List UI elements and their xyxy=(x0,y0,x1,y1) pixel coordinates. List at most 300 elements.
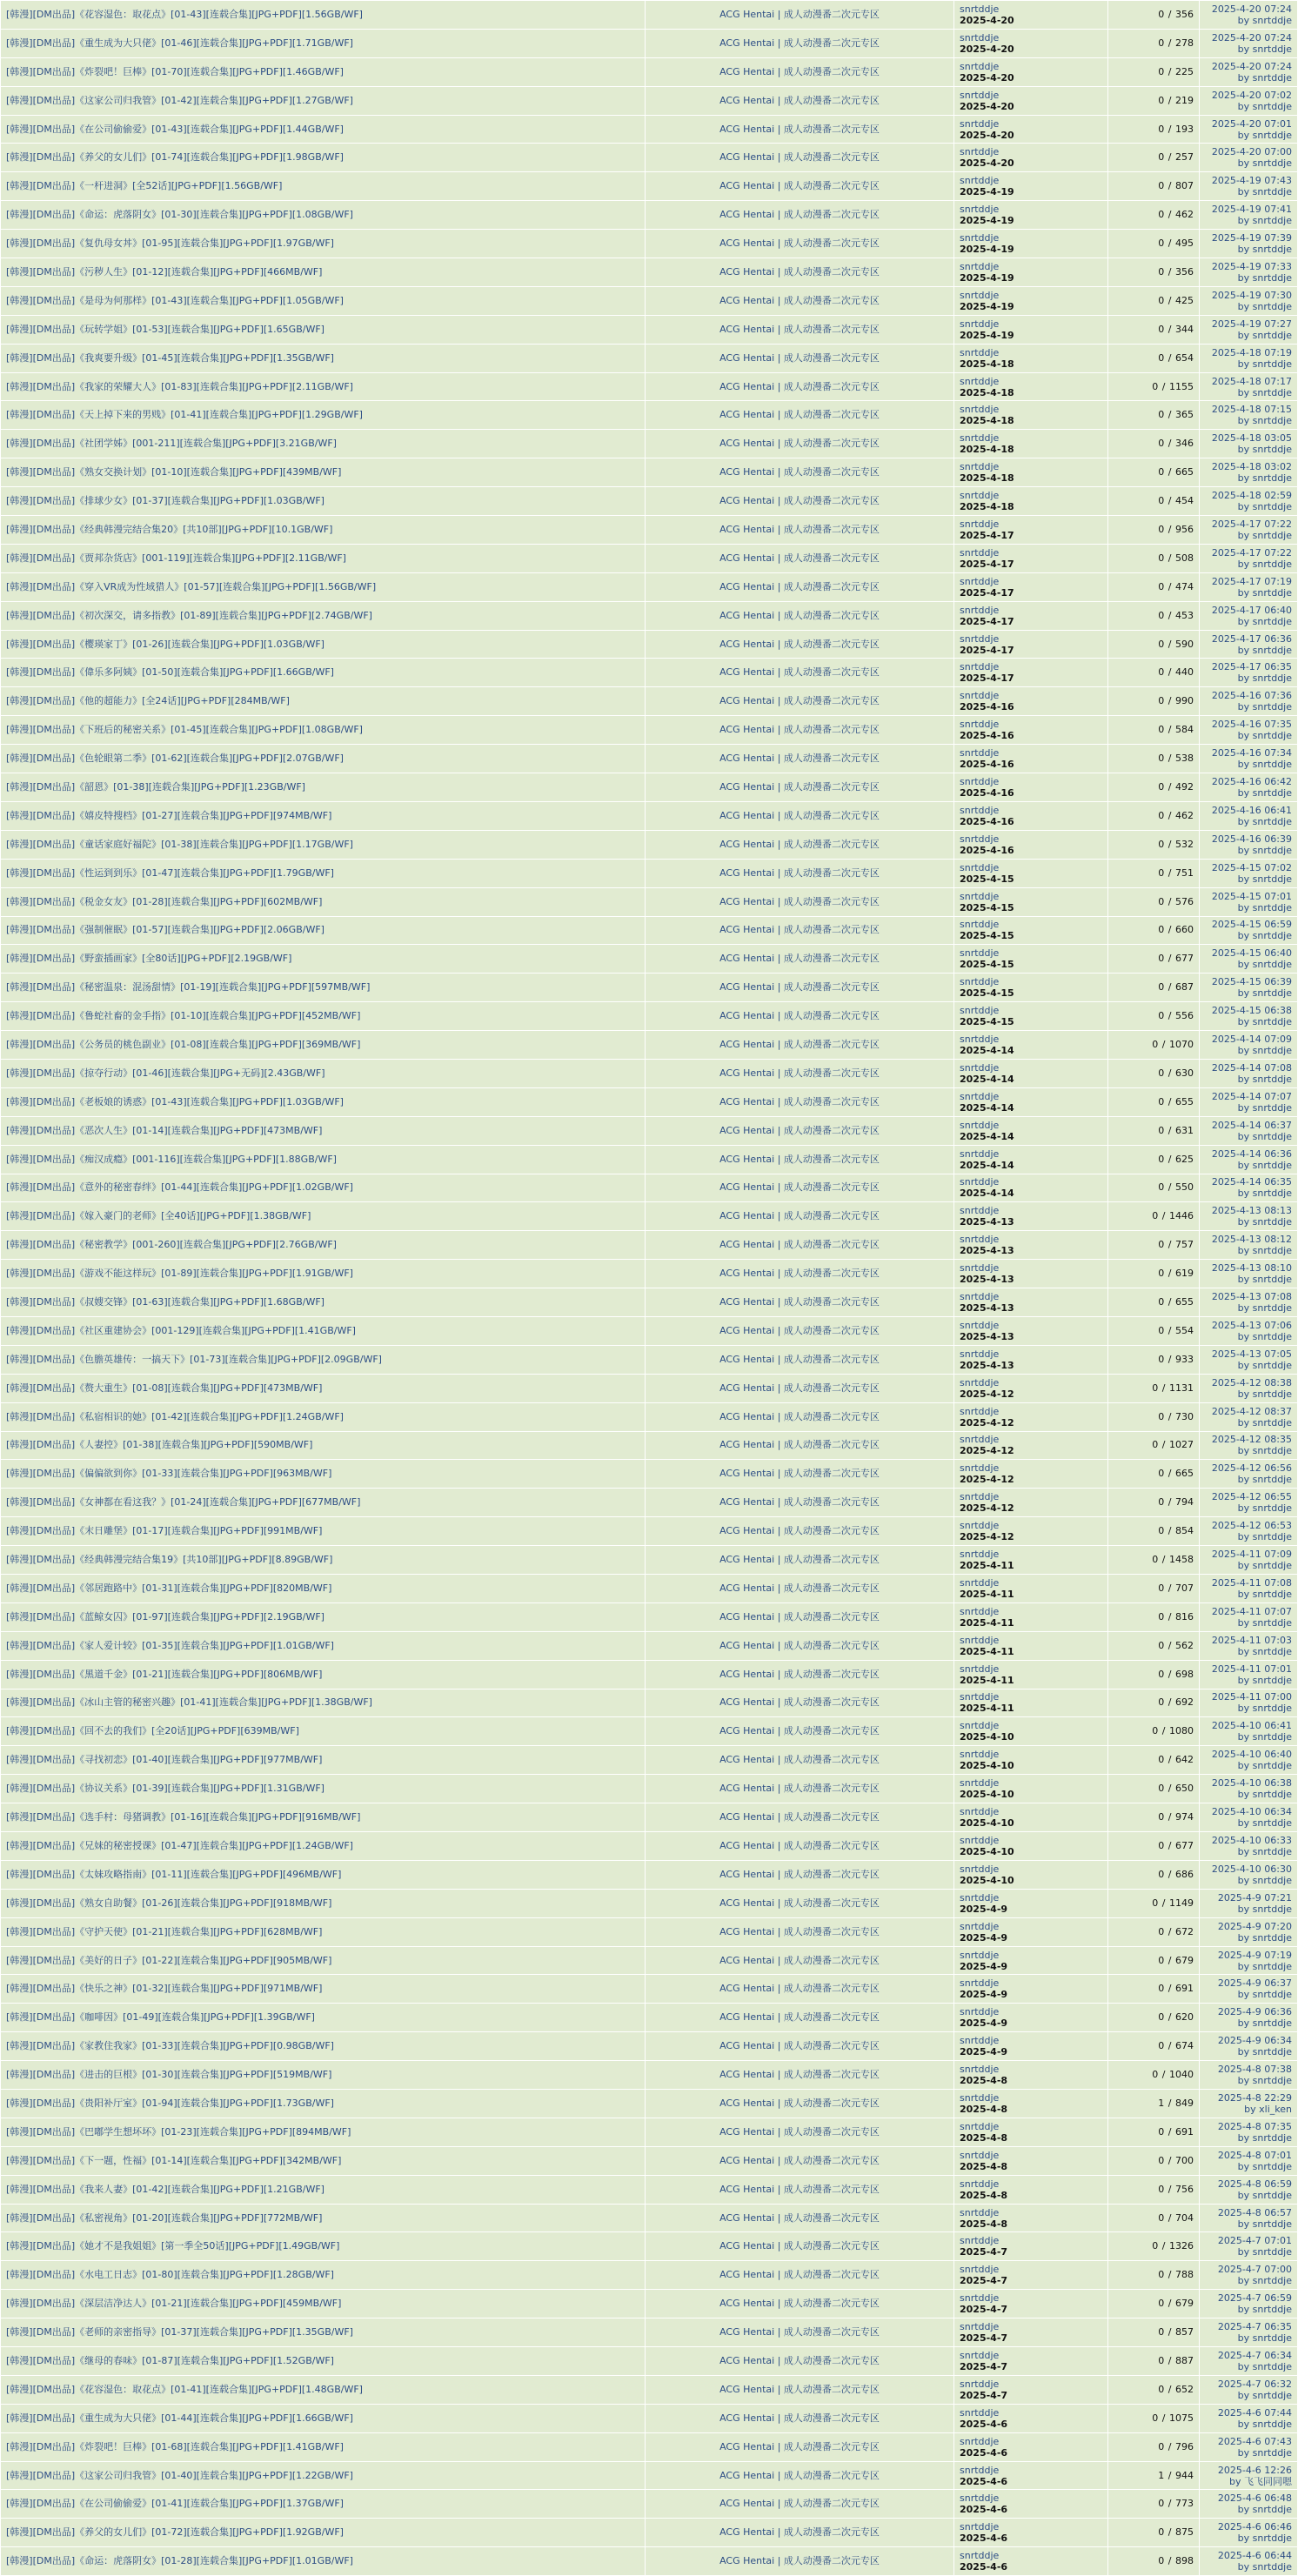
thread-author-link[interactable]: snrtddje xyxy=(960,775,1000,787)
thread-lastpost-time-link[interactable]: 2025-4-10 06:30 xyxy=(1211,1863,1292,1875)
thread-title-link[interactable]: [韩漫][DM出品]《下班后的秘密关系》[01-45][连载合集][JPG+PDF][1.08GB/WF] xyxy=(6,724,363,736)
thread-lastpost-user-link[interactable]: snrtddje xyxy=(1252,2131,1292,2144)
thread-title-link[interactable]: [韩漫][DM出品]《人妻控》[01-38][连载合集][JPG+PDF][590MB/WF] xyxy=(6,1439,313,1451)
thread-forum-link[interactable]: ACG Hentai | 成人动漫番二次元专区 xyxy=(719,1582,880,1594)
thread-lastpost-time-link[interactable]: 2025-4-8 07:01 xyxy=(1217,2149,1292,2161)
thread-title-link[interactable]: [韩漫][DM出品]《玩转学姐》[01-53][连载合集][JPG+PDF][1.65GB/WF] xyxy=(6,323,324,335)
thread-forum-link[interactable]: ACG Hentai | 成人动漫番二次元专区 xyxy=(719,523,880,535)
thread-forum-link[interactable]: ACG Hentai | 成人动漫番二次元专区 xyxy=(719,1095,880,1107)
thread-author-link[interactable]: snrtddje xyxy=(960,1777,1000,1790)
thread-forum-link[interactable]: ACG Hentai | 成人动漫番二次元专区 xyxy=(719,2469,880,2481)
thread-title-link[interactable]: [韩漫][DM出品]《继母的春味》[01-87][连载合集][JPG+PDF][1.52GB/WF] xyxy=(6,2354,334,2366)
thread-title-link[interactable]: [韩漫][DM出品]《色轮眼第二季》[01-62][连载合集][JPG+PDF][2.07GB/WF] xyxy=(6,753,344,765)
thread-author-link[interactable]: snrtddje xyxy=(960,2378,1000,2390)
thread-title-link[interactable]: [韩漫][DM出品]《恶次人生》[01-14][连载合集][JPG+PDF][473MB/WF] xyxy=(6,1124,323,1136)
thread-lastpost-user-link[interactable]: snrtddje xyxy=(1252,300,1292,312)
thread-forum-link[interactable]: ACG Hentai | 成人动漫番二次元专区 xyxy=(719,8,880,20)
thread-author-link[interactable]: snrtddje xyxy=(960,2235,1000,2247)
thread-lastpost-time-link[interactable]: 2025-4-14 07:07 xyxy=(1211,1090,1292,1102)
thread-author-link[interactable]: snrtddje xyxy=(960,1234,1000,1246)
thread-lastpost-user-link[interactable]: snrtddje xyxy=(1252,1731,1292,1743)
thread-author-link[interactable]: snrtddje xyxy=(960,1434,1000,1446)
thread-title-link[interactable]: [韩漫][DM出品]《下一题，性福》[01-14][连载合集][JPG+PDF][342MB/WF] xyxy=(6,2154,342,2166)
thread-title-link[interactable]: [韩漫][DM出品]《花容湿色：取花点》[01-41][连载合集][JPG+PDF][1.48GB/WF] xyxy=(6,2383,363,2395)
thread-author-link[interactable]: snrtddje xyxy=(960,1834,1000,1846)
thread-lastpost-user-link[interactable]: snrtddje xyxy=(1252,1817,1292,1830)
thread-title-link[interactable]: [韩漫][DM出品]《花容湿色：取花点》[01-43][连载合集][JPG+PDF][1.56GB/WF] xyxy=(6,8,363,20)
thread-lastpost-time-link[interactable]: 2025-4-18 02:59 xyxy=(1211,490,1292,502)
thread-lastpost-time-link[interactable]: 2025-4-11 07:08 xyxy=(1211,1576,1292,1589)
thread-lastpost-user-link[interactable]: 飞飞同同嗯 xyxy=(1244,2475,1292,2487)
thread-author-link[interactable]: snrtddje xyxy=(960,175,1000,187)
thread-lastpost-user-link[interactable]: snrtddje xyxy=(1252,43,1292,55)
thread-forum-link[interactable]: ACG Hentai | 成人动漫番二次元专区 xyxy=(719,1554,880,1566)
thread-lastpost-time-link[interactable]: 2025-4-15 06:40 xyxy=(1211,947,1292,960)
thread-forum-link[interactable]: ACG Hentai | 成人动漫番二次元专区 xyxy=(719,1954,880,1966)
thread-title-link[interactable]: [韩漫][DM出品]《公务员的桃色副业》[01-08][连载合集][JPG+PDF][369MB/WF] xyxy=(6,1039,361,1050)
thread-forum-link[interactable]: ACG Hentai | 成人动漫番二次元专区 xyxy=(719,2498,880,2510)
thread-forum-link[interactable]: ACG Hentai | 成人动漫番二次元专区 xyxy=(719,1468,880,1480)
thread-lastpost-user-link[interactable]: snrtddje xyxy=(1252,2332,1292,2345)
thread-title-link[interactable]: [韩漫][DM出品]《重生成为大只佬》[01-46][连载合集][JPG+PDF][1.71GB/WF] xyxy=(6,37,353,49)
thread-author-link[interactable]: snrtddje xyxy=(960,976,1000,988)
thread-lastpost-user-link[interactable]: snrtddje xyxy=(1252,930,1292,942)
thread-lastpost-time-link[interactable]: 2025-4-8 06:57 xyxy=(1217,2206,1292,2218)
thread-author-link[interactable]: snrtddje xyxy=(960,232,1000,244)
thread-author-link[interactable]: snrtddje xyxy=(960,632,1000,645)
thread-lastpost-user-link[interactable]: snrtddje xyxy=(1252,2533,1292,2545)
thread-forum-link[interactable]: ACG Hentai | 成人动漫番二次元专区 xyxy=(719,2211,880,2224)
thread-forum-link[interactable]: ACG Hentai | 成人动漫番二次元专区 xyxy=(719,1353,880,1365)
thread-title-link[interactable]: [韩漫][DM出品]《秘密温泉：混汤甜情》[01-19][连载合集][JPG+PDF][597MB/WF] xyxy=(6,981,371,994)
thread-title-link[interactable]: [韩漫][DM出品]《我家的荣耀大人》[01-83][连载合集][JPG+PDF][2.11GB/WF] xyxy=(6,380,353,392)
thread-lastpost-time-link[interactable]: 2025-4-15 06:38 xyxy=(1211,1005,1292,1017)
thread-forum-link[interactable]: ACG Hentai | 成人动漫番二次元专区 xyxy=(719,495,880,507)
thread-forum-link[interactable]: ACG Hentai | 成人动漫番二次元专区 xyxy=(719,2383,880,2395)
thread-title-link[interactable]: [韩漫][DM出品]《鲁蛇社畜的金手指》[01-10][连载合集][JPG+PDF][452MB/WF] xyxy=(6,1010,361,1022)
thread-lastpost-time-link[interactable]: 2025-4-7 06:34 xyxy=(1217,2349,1292,2361)
thread-lastpost-time-link[interactable]: 2025-4-20 07:01 xyxy=(1211,117,1292,130)
thread-author-link[interactable]: snrtddje xyxy=(960,1405,1000,1417)
thread-title-link[interactable]: [韩漫][DM出品]《命运：虎落阴女》[01-30][连载合集][JPG+PDF][1.08GB/WF] xyxy=(6,209,353,221)
thread-title-link[interactable]: [韩漫][DM出品]《家人爱计较》[01-35][连载合集][JPG+PDF][1.01GB/WF] xyxy=(6,1639,334,1651)
thread-forum-link[interactable]: ACG Hentai | 成人动漫番二次元专区 xyxy=(719,1210,880,1222)
thread-lastpost-time-link[interactable]: 2025-4-19 07:41 xyxy=(1211,204,1292,216)
thread-lastpost-user-link[interactable]: snrtddje xyxy=(1252,1245,1292,1257)
thread-author-link[interactable]: snrtddje xyxy=(960,2321,1000,2333)
thread-lastpost-user-link[interactable]: snrtddje xyxy=(1252,244,1292,256)
thread-title-link[interactable]: [韩漫][DM出品]《税金女友》[01-28][连载合集][JPG+PDF][602MB/WF] xyxy=(6,895,323,907)
thread-author-link[interactable]: snrtddje xyxy=(960,1920,1000,1932)
thread-lastpost-user-link[interactable]: snrtddje xyxy=(1252,358,1292,370)
thread-lastpost-time-link[interactable]: 2025-4-6 06:46 xyxy=(1217,2521,1292,2533)
thread-forum-link[interactable]: ACG Hentai | 成人动漫番二次元专区 xyxy=(719,2125,880,2138)
thread-forum-link[interactable]: ACG Hentai | 成人动漫番二次元专区 xyxy=(719,1925,880,1937)
thread-lastpost-user-link[interactable]: snrtddje xyxy=(1252,1931,1292,1944)
thread-lastpost-time-link[interactable]: 2025-4-16 07:36 xyxy=(1211,690,1292,702)
thread-title-link[interactable]: [韩漫][DM出品]《在公司偷偷爱》[01-43][连载合集][JPG+PDF][1.44GB/WF] xyxy=(6,123,344,135)
thread-forum-link[interactable]: ACG Hentai | 成人动漫番二次元专区 xyxy=(719,1410,880,1422)
thread-author-link[interactable]: snrtddje xyxy=(960,1949,1000,1961)
thread-lastpost-user-link[interactable]: snrtddje xyxy=(1252,2418,1292,2430)
thread-title-link[interactable]: [韩漫][DM出品]《强制催眠》[01-57][连载合集][JPG+PDF][2.06GB/WF] xyxy=(6,924,324,936)
thread-title-link[interactable]: [韩漫][DM出品]《社团学姊》[001-211][连载合集][JPG+PDF][3.21GB/WF] xyxy=(6,438,337,450)
thread-author-link[interactable]: snrtddje xyxy=(960,833,1000,845)
thread-lastpost-time-link[interactable]: 2025-4-15 06:39 xyxy=(1211,976,1292,988)
thread-lastpost-user-link[interactable]: snrtddje xyxy=(1252,501,1292,513)
thread-author-link[interactable]: snrtddje xyxy=(960,2149,1000,2161)
thread-lastpost-time-link[interactable]: 2025-4-20 07:02 xyxy=(1211,89,1292,101)
thread-author-link[interactable]: snrtddje xyxy=(960,1863,1000,1875)
thread-author-link[interactable]: snrtddje xyxy=(960,146,1000,158)
thread-lastpost-user-link[interactable]: snrtddje xyxy=(1252,2275,1292,2287)
thread-lastpost-user-link[interactable]: snrtddje xyxy=(1252,701,1292,713)
thread-author-link[interactable]: snrtddje xyxy=(960,919,1000,931)
thread-forum-link[interactable]: ACG Hentai | 成人动漫番二次元专区 xyxy=(719,2555,880,2567)
thread-lastpost-time-link[interactable]: 2025-4-20 07:24 xyxy=(1211,31,1292,43)
thread-title-link[interactable]: [韩漫][DM出品]《蓝鲸女囚》[01-97][连载合集][JPG+PDF][2.19GB/WF] xyxy=(6,1610,324,1623)
thread-lastpost-time-link[interactable]: 2025-4-9 06:36 xyxy=(1217,2006,1292,2018)
thread-lastpost-user-link[interactable]: snrtddje xyxy=(1252,1474,1292,1486)
thread-lastpost-user-link[interactable]: snrtddje xyxy=(1252,1502,1292,1515)
thread-forum-link[interactable]: ACG Hentai | 成人动漫番二次元专区 xyxy=(719,1010,880,1022)
thread-forum-link[interactable]: ACG Hentai | 成人动漫番二次元专区 xyxy=(719,2440,880,2452)
thread-title-link[interactable]: [韩漫][DM出品]《女神都在看这我？》[01-24][连载合集][JPG+PDF][677MB/WF] xyxy=(6,1496,361,1509)
thread-lastpost-time-link[interactable]: 2025-4-15 07:01 xyxy=(1211,890,1292,902)
thread-lastpost-time-link[interactable]: 2025-4-8 06:59 xyxy=(1217,2178,1292,2190)
thread-author-link[interactable]: snrtddje xyxy=(960,1749,1000,1761)
thread-lastpost-time-link[interactable]: 2025-4-17 06:35 xyxy=(1211,661,1292,673)
thread-lastpost-user-link[interactable]: snrtddje xyxy=(1252,2189,1292,2201)
thread-lastpost-time-link[interactable]: 2025-4-20 07:24 xyxy=(1211,60,1292,72)
thread-title-link[interactable]: [韩漫][DM出品]《炸裂吧！巨棒》[01-68][连载合集][JPG+PDF][1.41GB/WF] xyxy=(6,2440,344,2452)
thread-title-link[interactable]: [韩漫][DM出品]《社区重建协会》[001-129][连载合集][JPG+PDF][1.41GB/WF] xyxy=(6,1324,356,1336)
thread-title-link[interactable]: [韩漫][DM出品]《美好的日子》[01-22][连载合集][JPG+PDF][905MB/WF] xyxy=(6,1954,332,1966)
thread-author-link[interactable]: snrtddje xyxy=(960,117,1000,130)
thread-author-link[interactable]: snrtddje xyxy=(960,1348,1000,1360)
thread-forum-link[interactable]: ACG Hentai | 成人动漫番二次元专区 xyxy=(719,2097,880,2109)
thread-forum-link[interactable]: ACG Hentai | 成人动漫番二次元专区 xyxy=(719,666,880,679)
thread-forum-link[interactable]: ACG Hentai | 成人动漫番二次元专区 xyxy=(719,94,880,106)
thread-forum-link[interactable]: ACG Hentai | 成人动漫番二次元专区 xyxy=(719,209,880,221)
thread-forum-link[interactable]: ACG Hentai | 成人动漫番二次元专区 xyxy=(719,981,880,994)
thread-author-link[interactable]: snrtddje xyxy=(960,2064,1000,2076)
thread-title-link[interactable]: [韩漫][DM出品]《私密视角》[01-20][连载合集][JPG+PDF][772MB/WF] xyxy=(6,2211,323,2224)
thread-title-link[interactable]: [韩漫][DM出品]《野蛮插画家》[全80话][JPG+PDF][2.19GB/WF] xyxy=(6,953,292,965)
thread-title-link[interactable]: [韩漫][DM出品]《黑道千金》[01-21][连载合集][JPG+PDF][806MB/WF] xyxy=(6,1668,323,1680)
thread-forum-link[interactable]: ACG Hentai | 成人动漫番二次元专区 xyxy=(719,924,880,936)
thread-lastpost-user-link[interactable]: snrtddje xyxy=(1252,1616,1292,1629)
thread-lastpost-user-link[interactable]: snrtddje xyxy=(1252,1903,1292,1915)
thread-lastpost-time-link[interactable]: 2025-4-16 06:39 xyxy=(1211,833,1292,845)
thread-title-link[interactable]: [韩漫][DM出品]《熟女交换计划》[01-10][连载合集][JPG+PDF][439MB/WF] xyxy=(6,466,342,478)
thread-title-link[interactable]: [韩漫][DM出品]《童话家庭好福陀》[01-38][连载合集][JPG+PDF][1.17GB/WF] xyxy=(6,838,353,850)
thread-author-link[interactable]: snrtddje xyxy=(960,604,1000,616)
thread-title-link[interactable]: [韩漫][DM出品]《赘大重生》[01-08][连载合集][JPG+PDF][473MB/WF] xyxy=(6,1382,323,1394)
thread-lastpost-user-link[interactable]: snrtddje xyxy=(1252,1703,1292,1715)
thread-lastpost-time-link[interactable]: 2025-4-10 06:38 xyxy=(1211,1777,1292,1790)
thread-title-link[interactable]: [韩漫][DM出品]《巴嘟学生想坏坏》[01-23][连载合集][JPG+PDF][894MB/WF] xyxy=(6,2125,351,2138)
thread-forum-link[interactable]: ACG Hentai | 成人动漫番二次元专区 xyxy=(719,2326,880,2338)
thread-lastpost-time-link[interactable]: 2025-4-14 06:35 xyxy=(1211,1176,1292,1188)
thread-lastpost-time-link[interactable]: 2025-4-18 07:17 xyxy=(1211,375,1292,387)
thread-title-link[interactable]: [韩漫][DM出品]《这家公司归我管》[01-40][连载合集][JPG+PDF][1.22GB/WF] xyxy=(6,2469,353,2481)
thread-lastpost-user-link[interactable]: snrtddje xyxy=(1252,1416,1292,1429)
thread-title-link[interactable]: [韩漫][DM出品]《樱瑛家丁》[01-26][连载合集][JPG+PDF][1.03GB/WF] xyxy=(6,638,324,650)
thread-author-link[interactable]: snrtddje xyxy=(960,890,1000,902)
thread-lastpost-user-link[interactable]: snrtddje xyxy=(1252,873,1292,885)
thread-author-link[interactable]: snrtddje xyxy=(960,1376,1000,1388)
thread-forum-link[interactable]: ACG Hentai | 成人动漫番二次元专区 xyxy=(719,1496,880,1509)
thread-title-link[interactable]: [韩漫][DM出品]《这家公司归我管》[01-42][连载合集][JPG+PDF][1.27GB/WF] xyxy=(6,94,353,106)
thread-lastpost-user-link[interactable]: snrtddje xyxy=(1252,129,1292,141)
thread-forum-link[interactable]: ACG Hentai | 成人动漫番二次元专区 xyxy=(719,37,880,49)
thread-author-link[interactable]: snrtddje xyxy=(960,1576,1000,1589)
thread-author-link[interactable]: snrtddje xyxy=(960,575,1000,587)
thread-lastpost-time-link[interactable]: 2025-4-7 06:35 xyxy=(1217,2321,1292,2333)
thread-lastpost-user-link[interactable]: snrtddje xyxy=(1252,1188,1292,1200)
thread-lastpost-time-link[interactable]: 2025-4-17 07:19 xyxy=(1211,575,1292,587)
thread-forum-link[interactable]: ACG Hentai | 成人动漫番二次元专区 xyxy=(719,323,880,335)
thread-forum-link[interactable]: ACG Hentai | 成人动漫番二次元专区 xyxy=(719,466,880,478)
thread-lastpost-user-link[interactable]: snrtddje xyxy=(1252,215,1292,227)
thread-author-link[interactable]: snrtddje xyxy=(960,1806,1000,1818)
thread-forum-link[interactable]: ACG Hentai | 成人动漫番二次元专区 xyxy=(719,2040,880,2052)
thread-forum-link[interactable]: ACG Hentai | 成人动漫番二次元专区 xyxy=(719,552,880,564)
thread-forum-link[interactable]: ACG Hentai | 成人动漫番二次元专区 xyxy=(719,1296,880,1308)
thread-lastpost-time-link[interactable]: 2025-4-19 07:30 xyxy=(1211,289,1292,301)
thread-author-link[interactable]: snrtddje xyxy=(960,3,1000,15)
thread-lastpost-user-link[interactable]: snrtddje xyxy=(1252,386,1292,398)
thread-lastpost-user-link[interactable]: snrtddje xyxy=(1252,1645,1292,1657)
thread-forum-link[interactable]: ACG Hentai | 成人动漫番二次元专区 xyxy=(719,1439,880,1451)
thread-title-link[interactable]: [韩漫][DM出品]《回不去的我们》[全20话][JPG+PDF][639MB/WF] xyxy=(6,1725,299,1737)
thread-title-link[interactable]: [韩漫][DM出品]《咖啡因》[01-49][连载合集][JPG+PDF][1.39GB/WF] xyxy=(6,2011,315,2024)
thread-author-link[interactable]: snrtddje xyxy=(960,861,1000,873)
thread-lastpost-time-link[interactable]: 2025-4-9 07:19 xyxy=(1217,1949,1292,1961)
thread-title-link[interactable]: [韩漫][DM出品]《游戏不能这样玩》[01-89][连载合集][JPG+PDF][1.91GB/WF] xyxy=(6,1268,353,1280)
thread-title-link[interactable]: [韩漫][DM出品]《在公司偷偷爱》[01-41][连载合集][JPG+PDF][1.37GB/WF] xyxy=(6,2498,344,2510)
thread-lastpost-time-link[interactable]: 2025-4-19 07:33 xyxy=(1211,260,1292,272)
thread-lastpost-user-link[interactable]: snrtddje xyxy=(1252,1845,1292,1857)
thread-lastpost-user-link[interactable]: snrtddje xyxy=(1252,615,1292,627)
thread-lastpost-time-link[interactable]: 2025-4-11 07:01 xyxy=(1211,1663,1292,1675)
thread-lastpost-time-link[interactable]: 2025-4-18 03:05 xyxy=(1211,432,1292,445)
thread-lastpost-time-link[interactable]: 2025-4-20 07:00 xyxy=(1211,146,1292,158)
thread-lastpost-user-link[interactable]: snrtddje xyxy=(1252,157,1292,170)
thread-lastpost-user-link[interactable]: snrtddje xyxy=(1252,2218,1292,2230)
thread-forum-link[interactable]: ACG Hentai | 成人动漫番二次元专区 xyxy=(719,2412,880,2424)
thread-lastpost-time-link[interactable]: 2025-4-15 06:59 xyxy=(1211,919,1292,931)
thread-lastpost-user-link[interactable]: snrtddje xyxy=(1252,2561,1292,2573)
thread-author-link[interactable]: snrtddje xyxy=(960,2091,1000,2104)
thread-lastpost-time-link[interactable]: 2025-4-18 07:15 xyxy=(1211,404,1292,416)
thread-title-link[interactable]: [韩漫][DM出品]《我爽要升级》[01-45][连载合集][JPG+PDF][1.35GB/WF] xyxy=(6,351,334,364)
thread-lastpost-time-link[interactable]: 2025-4-19 07:27 xyxy=(1211,318,1292,330)
thread-forum-link[interactable]: ACG Hentai | 成人动漫番二次元专区 xyxy=(719,1783,880,1795)
thread-title-link[interactable]: [韩漫][DM出品]《一杆进洞》[全52话][JPG+PDF][1.56GB/WF] xyxy=(6,180,283,192)
thread-lastpost-time-link[interactable]: 2025-4-13 08:12 xyxy=(1211,1234,1292,1246)
thread-lastpost-time-link[interactable]: 2025-4-7 06:32 xyxy=(1217,2378,1292,2390)
thread-author-link[interactable]: snrtddje xyxy=(960,1176,1000,1188)
thread-lastpost-time-link[interactable]: 2025-4-6 06:44 xyxy=(1217,2550,1292,2562)
thread-author-link[interactable]: snrtddje xyxy=(960,404,1000,416)
thread-title-link[interactable]: [韩漫][DM出品]《意外的秘密春绊》[01-44][连载合集][JPG+PDF][1.02GB/WF] xyxy=(6,1181,353,1194)
thread-author-link[interactable]: snrtddje xyxy=(960,260,1000,272)
thread-title-link[interactable]: [韩漫][DM出品]《痴汉成瘾》[001-116][连载合集][JPG+PDF][1.88GB/WF] xyxy=(6,1153,337,1165)
thread-title-link[interactable]: [韩漫][DM出品]《经典韩漫完结合集20》[共10部][JPG+PDF][10.1GB/WF] xyxy=(6,523,333,535)
thread-title-link[interactable]: [韩漫][DM出品]《偏偏欲到你》[01-33][连载合集][JPG+PDF][963MB/WF] xyxy=(6,1468,332,1480)
thread-title-link[interactable]: [韩漫][DM出品]《快乐之神》[01-32][连载合集][JPG+PDF][971MB/WF] xyxy=(6,1983,323,1995)
thread-forum-link[interactable]: ACG Hentai | 成人动漫番二次元专区 xyxy=(719,2269,880,2281)
thread-author-link[interactable]: snrtddje xyxy=(960,346,1000,358)
thread-title-link[interactable]: [韩漫][DM出品]《协议关系》[01-39][连载合集][JPG+PDF][1.31GB/WF] xyxy=(6,1783,324,1795)
thread-forum-link[interactable]: ACG Hentai | 成人动漫番二次元专区 xyxy=(719,265,880,278)
thread-lastpost-time-link[interactable]: 2025-4-14 06:36 xyxy=(1211,1147,1292,1160)
thread-lastpost-time-link[interactable]: 2025-4-18 03:02 xyxy=(1211,461,1292,473)
thread-author-link[interactable]: snrtddje xyxy=(960,1061,1000,1074)
thread-lastpost-time-link[interactable]: 2025-4-6 07:44 xyxy=(1217,2406,1292,2419)
thread-lastpost-time-link[interactable]: 2025-4-7 07:00 xyxy=(1217,2264,1292,2276)
thread-lastpost-user-link[interactable]: snrtddje xyxy=(1252,1073,1292,1085)
thread-forum-link[interactable]: ACG Hentai | 成人动漫番二次元专区 xyxy=(719,1839,880,1851)
thread-author-link[interactable]: snrtddje xyxy=(960,1520,1000,1532)
thread-author-link[interactable]: snrtddje xyxy=(960,31,1000,43)
thread-author-link[interactable]: snrtddje xyxy=(960,289,1000,301)
thread-author-link[interactable]: snrtddje xyxy=(960,60,1000,72)
thread-lastpost-time-link[interactable]: 2025-4-11 07:00 xyxy=(1211,1691,1292,1703)
thread-lastpost-user-link[interactable]: snrtddje xyxy=(1252,844,1292,856)
thread-author-link[interactable]: snrtddje xyxy=(960,1663,1000,1675)
thread-author-link[interactable]: snrtddje xyxy=(960,2349,1000,2361)
thread-lastpost-time-link[interactable]: 2025-4-12 08:37 xyxy=(1211,1405,1292,1417)
thread-lastpost-time-link[interactable]: 2025-4-19 07:43 xyxy=(1211,175,1292,187)
thread-lastpost-user-link[interactable]: snrtddje xyxy=(1252,1760,1292,1772)
thread-forum-link[interactable]: ACG Hentai | 成人动漫番二次元专区 xyxy=(719,1181,880,1194)
thread-forum-link[interactable]: ACG Hentai | 成人动漫番二次元专区 xyxy=(719,380,880,392)
thread-title-link[interactable]: [韩漫][DM出品]《嬉皮特搜档》[01-27][连载合集][JPG+PDF][974MB/WF] xyxy=(6,809,332,821)
thread-lastpost-time-link[interactable]: 2025-4-13 07:08 xyxy=(1211,1291,1292,1303)
thread-lastpost-time-link[interactable]: 2025-4-12 08:38 xyxy=(1211,1376,1292,1388)
thread-title-link[interactable]: [韩漫][DM出品]《进击的巨根》[01-30][连载合集][JPG+PDF][519MB/WF] xyxy=(6,2069,332,2081)
thread-lastpost-time-link[interactable]: 2025-4-8 22:29 xyxy=(1217,2091,1292,2104)
thread-lastpost-user-link[interactable]: snrtddje xyxy=(1252,1445,1292,1457)
thread-title-link[interactable]: [韩漫][DM出品]《色膽英雄传：一搞天下》[01-73][连载合集][JPG+PDF][2.09GB/WF] xyxy=(6,1353,382,1365)
thread-lastpost-time-link[interactable]: 2025-4-14 07:09 xyxy=(1211,1034,1292,1045)
thread-forum-link[interactable]: ACG Hentai | 成人动漫番二次元专区 xyxy=(719,180,880,192)
thread-title-link[interactable]: [韩漫][DM出品]《老师的亲密指导》[01-37][连载合集][JPG+PDF][1.35GB/WF] xyxy=(6,2326,353,2338)
thread-lastpost-time-link[interactable]: 2025-4-12 06:55 xyxy=(1211,1491,1292,1503)
thread-lastpost-user-link[interactable]: snrtddje xyxy=(1252,1960,1292,1972)
thread-author-link[interactable]: snrtddje xyxy=(960,661,1000,673)
thread-title-link[interactable]: [韩漫][DM出品]《守护天使》[01-21][连载合集][JPG+PDF][628MB/WF] xyxy=(6,1925,323,1937)
thread-title-link[interactable]: [韩漫][DM出品]《太妹攻略指南》[01-11][连载合集][JPG+PDF][496MB/WF] xyxy=(6,1868,342,1880)
thread-title-link[interactable]: [韩漫][DM出品]《深层洁净达人》[01-21][连载合集][JPG+PDF][459MB/WF] xyxy=(6,2298,342,2310)
thread-forum-link[interactable]: ACG Hentai | 成人动漫番二次元专区 xyxy=(719,695,880,707)
thread-lastpost-time-link[interactable]: 2025-4-18 07:19 xyxy=(1211,346,1292,358)
thread-lastpost-time-link[interactable]: 2025-4-14 06:37 xyxy=(1211,1119,1292,1131)
thread-forum-link[interactable]: ACG Hentai | 成人动漫番二次元专区 xyxy=(719,1639,880,1651)
thread-lastpost-time-link[interactable]: 2025-4-11 07:09 xyxy=(1211,1549,1292,1561)
thread-lastpost-user-link[interactable]: snrtddje xyxy=(1252,1159,1292,1171)
thread-title-link[interactable]: [韩漫][DM出品]《养父的女儿们》[01-72][连载合集][JPG+PDF][1.92GB/WF] xyxy=(6,2526,344,2539)
thread-forum-link[interactable]: ACG Hentai | 成人动漫番二次元专区 xyxy=(719,294,880,306)
thread-author-link[interactable]: snrtddje xyxy=(960,2435,1000,2447)
thread-forum-link[interactable]: ACG Hentai | 成人动漫番二次元专区 xyxy=(719,638,880,650)
thread-title-link[interactable]: [韩漫][DM出品]《养父的女儿们》[01-74][连载合集][JPG+PDF][1.98GB/WF] xyxy=(6,151,344,164)
thread-lastpost-user-link[interactable]: snrtddje xyxy=(1252,644,1292,656)
thread-author-link[interactable]: snrtddje xyxy=(960,1090,1000,1102)
thread-forum-link[interactable]: ACG Hentai | 成人动漫番二次元专区 xyxy=(719,838,880,850)
thread-title-link[interactable]: [韩漫][DM出品]《天上掉下来的男贱》[01-41][连载合集][JPG+PDF][1.29GB/WF] xyxy=(6,409,363,421)
thread-lastpost-time-link[interactable]: 2025-4-9 06:37 xyxy=(1217,1977,1292,1990)
thread-lastpost-time-link[interactable]: 2025-4-7 07:01 xyxy=(1217,2235,1292,2247)
thread-lastpost-time-link[interactable]: 2025-4-8 07:35 xyxy=(1217,2120,1292,2132)
thread-author-link[interactable]: snrtddje xyxy=(960,490,1000,502)
thread-forum-link[interactable]: ACG Hentai | 成人动漫番二次元专区 xyxy=(719,2154,880,2166)
thread-forum-link[interactable]: ACG Hentai | 成人动漫番二次元专区 xyxy=(719,1067,880,1079)
thread-author-link[interactable]: snrtddje xyxy=(960,204,1000,216)
thread-lastpost-time-link[interactable]: 2025-4-6 06:48 xyxy=(1217,2492,1292,2505)
thread-forum-link[interactable]: ACG Hentai | 成人动漫番二次元专区 xyxy=(719,151,880,164)
thread-forum-link[interactable]: ACG Hentai | 成人动漫番二次元专区 xyxy=(719,123,880,135)
thread-forum-link[interactable]: ACG Hentai | 成人动漫番二次元专区 xyxy=(719,1983,880,1995)
thread-title-link[interactable]: [韩漫][DM出品]《邻居跑路中》[01-31][连载合集][JPG+PDF][820MB/WF] xyxy=(6,1582,332,1594)
thread-forum-link[interactable]: ACG Hentai | 成人动漫番二次元专区 xyxy=(719,65,880,77)
thread-author-link[interactable]: snrtddje xyxy=(960,2492,1000,2505)
thread-lastpost-time-link[interactable]: 2025-4-16 06:41 xyxy=(1211,804,1292,816)
thread-lastpost-time-link[interactable]: 2025-4-10 06:41 xyxy=(1211,1720,1292,1732)
thread-lastpost-time-link[interactable]: 2025-4-13 07:05 xyxy=(1211,1348,1292,1360)
thread-forum-link[interactable]: ACG Hentai | 成人动漫番二次元专区 xyxy=(719,1696,880,1709)
thread-title-link[interactable]: [韩漫][DM出品]《选手村：母猪调教》[01-16][连载合集][JPG+PDF][916MB/WF] xyxy=(6,1811,361,1823)
thread-lastpost-time-link[interactable]: 2025-4-12 06:53 xyxy=(1211,1520,1292,1532)
thread-title-link[interactable]: [韩漫][DM出品]《寻找初恋》[01-40][连载合集][JPG+PDF][977MB/WF] xyxy=(6,1754,323,1766)
thread-forum-link[interactable]: ACG Hentai | 成人动漫番二次元专区 xyxy=(719,2298,880,2310)
thread-author-link[interactable]: snrtddje xyxy=(960,89,1000,101)
thread-lastpost-time-link[interactable]: 2025-4-16 06:42 xyxy=(1211,775,1292,787)
thread-author-link[interactable]: snrtddje xyxy=(960,375,1000,387)
thread-author-link[interactable]: snrtddje xyxy=(960,2006,1000,2018)
thread-author-link[interactable]: snrtddje xyxy=(960,1119,1000,1131)
thread-forum-link[interactable]: ACG Hentai | 成人动漫番二次元专区 xyxy=(719,1897,880,1909)
thread-author-link[interactable]: snrtddje xyxy=(960,461,1000,473)
thread-lastpost-time-link[interactable]: 2025-4-14 07:08 xyxy=(1211,1061,1292,1074)
thread-lastpost-time-link[interactable]: 2025-4-17 06:40 xyxy=(1211,604,1292,616)
thread-lastpost-user-link[interactable]: snrtddje xyxy=(1252,672,1292,685)
thread-author-link[interactable]: snrtddje xyxy=(960,719,1000,731)
thread-lastpost-user-link[interactable]: xli_ken xyxy=(1259,2103,1292,2115)
thread-forum-link[interactable]: ACG Hentai | 成人动漫番二次元专区 xyxy=(719,351,880,364)
thread-forum-link[interactable]: ACG Hentai | 成人动漫番二次元专区 xyxy=(719,2011,880,2024)
thread-lastpost-user-link[interactable]: snrtddje xyxy=(1252,1588,1292,1600)
thread-forum-link[interactable]: ACG Hentai | 成人动漫番二次元专区 xyxy=(719,1525,880,1537)
thread-forum-link[interactable]: ACG Hentai | 成人动漫番二次元专区 xyxy=(719,866,880,879)
thread-lastpost-user-link[interactable]: snrtddje xyxy=(1252,786,1292,799)
thread-title-link[interactable]: [韩漫][DM出品]《冰山主管的秘密兴趣》[01-41][连载合集][JPG+PDF][1.38GB/WF] xyxy=(6,1696,372,1709)
thread-lastpost-user-link[interactable]: snrtddje xyxy=(1252,586,1292,599)
thread-author-link[interactable]: snrtddje xyxy=(960,318,1000,330)
thread-lastpost-time-link[interactable]: 2025-4-13 07:06 xyxy=(1211,1319,1292,1331)
thread-author-link[interactable]: snrtddje xyxy=(960,1634,1000,1646)
thread-lastpost-time-link[interactable]: 2025-4-9 06:34 xyxy=(1217,2035,1292,2047)
thread-author-link[interactable]: snrtddje xyxy=(960,1691,1000,1703)
thread-title-link[interactable]: [韩漫][DM出品]《炸裂吧！巨棒》[01-70][连载合集][JPG+PDF][1.46GB/WF] xyxy=(6,65,344,77)
thread-forum-link[interactable]: ACG Hentai | 成人动漫番二次元专区 xyxy=(719,1268,880,1280)
thread-author-link[interactable]: snrtddje xyxy=(960,2035,1000,2047)
thread-title-link[interactable]: [韩漫][DM出品]《偉乐多阿姨》[01-50][连载合集][JPG+PDF][1.66GB/WF] xyxy=(6,666,334,679)
thread-author-link[interactable]: snrtddje xyxy=(960,1491,1000,1503)
